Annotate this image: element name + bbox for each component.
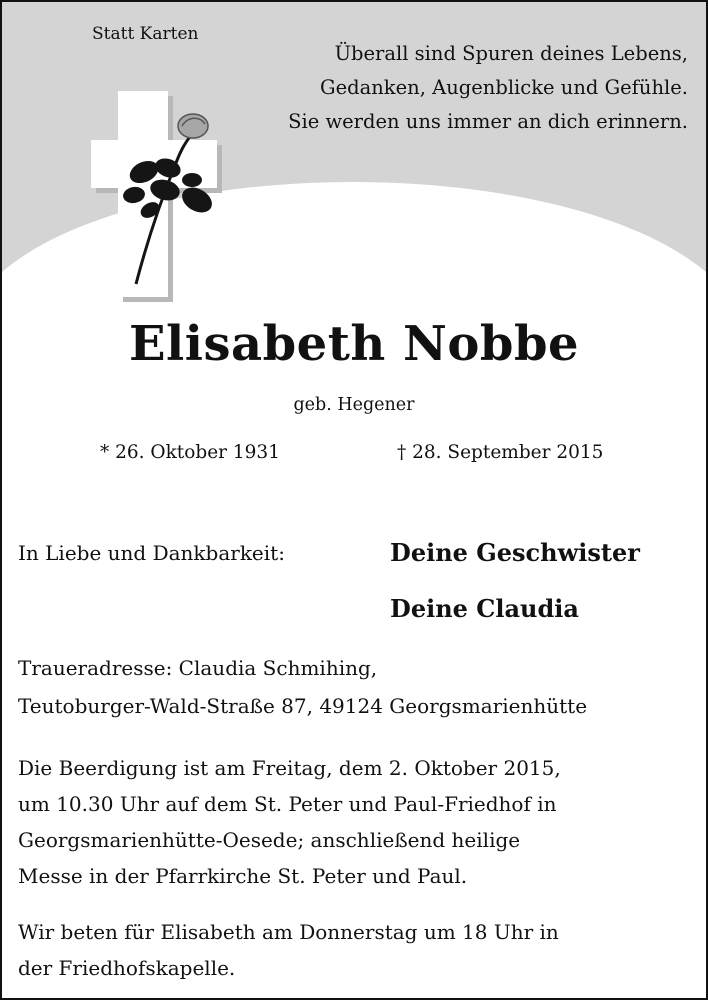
birth-date: * 26. Oktober 1931 bbox=[100, 442, 280, 463]
birth-name: geb. Hegener bbox=[293, 395, 415, 415]
address-line: Traueradresse: Claudia Schmihing, bbox=[18, 656, 378, 680]
verse-line: Gedanken, Augenblicke und Gefühle. bbox=[320, 76, 688, 99]
mourner-name: Deine Geschwister bbox=[390, 538, 640, 567]
funeral-line: Messe in der Pfarrkirche St. Peter und Paul. bbox=[18, 864, 468, 888]
rose-leaf bbox=[182, 173, 202, 187]
mourners-label: In Liebe und Dankbarkeit: bbox=[18, 541, 285, 565]
funeral-line: um 10.30 Uhr auf dem St. Peter und Paul-Friedhof in bbox=[18, 792, 557, 816]
verse-line: Sie werden uns immer an dich erinnern. bbox=[288, 110, 688, 133]
prayer-line: Wir beten für Elisabeth am Donnerstag um 18 Uhr in bbox=[18, 920, 559, 944]
verse-line: Überall sind Spuren deines Lebens, bbox=[334, 42, 688, 65]
funeral-line: Georgsmarienhütte-Oesede; anschließend heilige bbox=[18, 828, 521, 852]
funeral-line: Die Beerdigung ist am Freitag, dem 2. Oktober 2015, bbox=[18, 756, 561, 780]
address-line: Teutoburger-Wald-Straße 87, 49124 Georgsmarienhütte bbox=[18, 694, 588, 718]
prayer-line: der Friedhofskapelle. bbox=[18, 956, 236, 980]
statt-karten-label: Statt Karten bbox=[92, 24, 199, 44]
mourner-name: Deine Claudia bbox=[390, 594, 579, 623]
deceased-name: Elisabeth Nobbe bbox=[128, 316, 580, 372]
death-date: † 28. September 2015 bbox=[397, 442, 604, 463]
